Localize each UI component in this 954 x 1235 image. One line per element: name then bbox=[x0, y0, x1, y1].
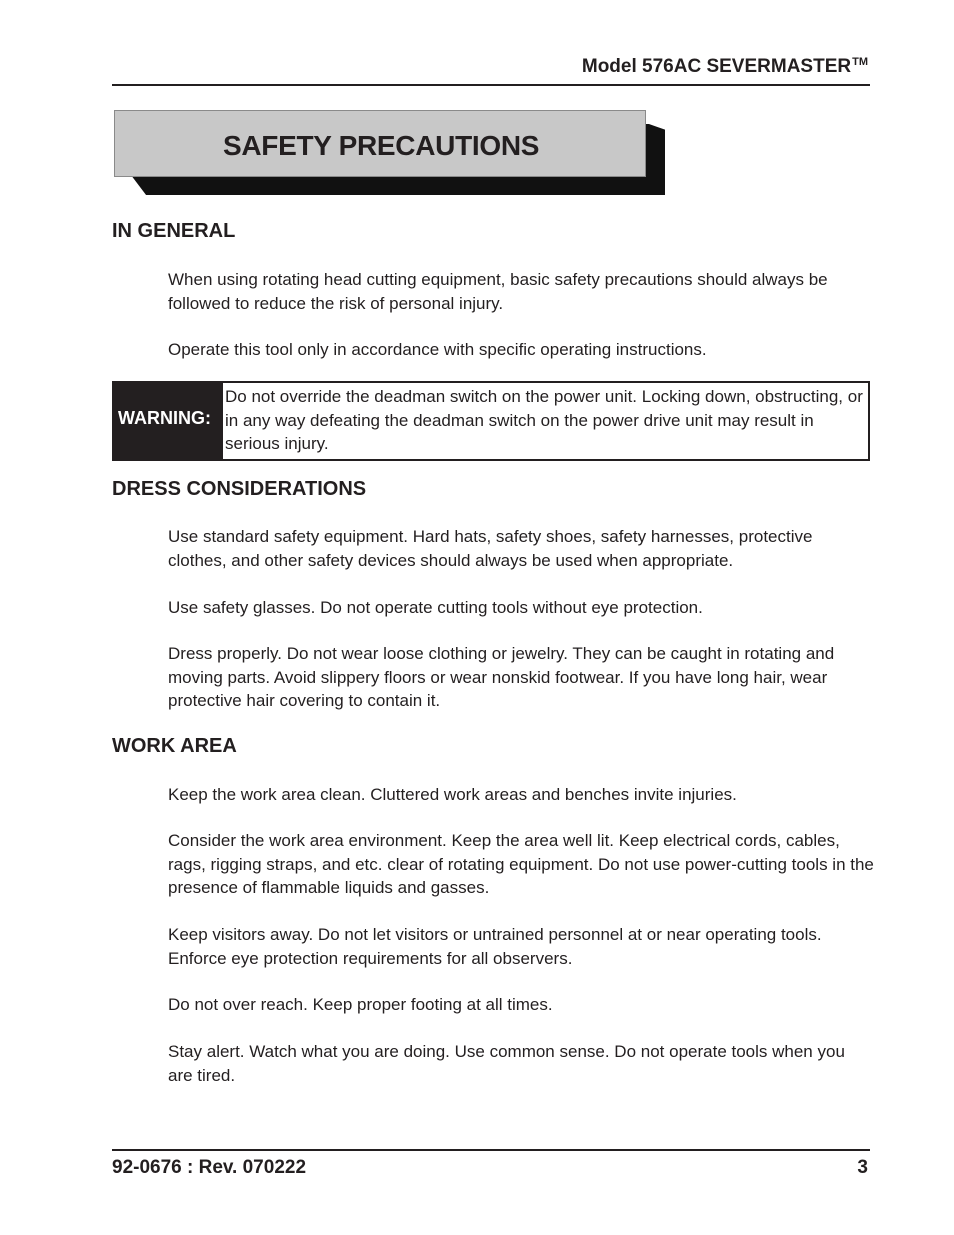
section-banner bbox=[114, 110, 646, 177]
header-rule bbox=[112, 84, 870, 86]
heading-in-general: IN GENERAL bbox=[112, 220, 236, 242]
trademark-mark: TM bbox=[852, 56, 868, 68]
heading-work-area: WORK AREA bbox=[112, 735, 237, 757]
model-name: Model 576AC SEVERMASTER bbox=[581, 56, 852, 77]
paragraph-dress-2: Use safety glasses. Do not operate cutting tools without eye protection. bbox=[168, 598, 703, 617]
footer-rule bbox=[112, 1149, 870, 1151]
paragraph-general-2: Operate this tool only in accordance with specific operating instructions. bbox=[168, 340, 707, 359]
warning-label: WARNING: bbox=[114, 383, 223, 459]
warning-box bbox=[112, 381, 870, 461]
document-number: 92-0676 : Rev. 070222 bbox=[112, 1157, 307, 1178]
paragraph-work-2: Consider the work area environment. Keep the area well lit. Keep electrical cords, cables, rags, rigging straps, and etc. clear of rotating equipment. Do not use power-cutting tools in the presence of flammable liquids and gasses. bbox=[168, 831, 874, 897]
warning-text: Do not override the deadman switch on the power unit. Locking down, obstructing, or in any way defeating the deadman switch on the power drive unit may result in serious injury. bbox=[225, 387, 863, 453]
paragraph-work-3: Keep visitors away. Do not let visitors or untrained personnel at or near operating tools. Enforce eye protection requirements for all observers. bbox=[168, 925, 822, 968]
paragraph-work-4: Do not over reach. Keep proper footing at all times. bbox=[168, 995, 553, 1014]
paragraph-work-5: Stay alert. Watch what you are doing. Use common sense. Do not operate tools when you are tired. bbox=[168, 1042, 845, 1085]
paragraph-dress-3: Dress properly. Do not wear loose clothing or jewelry. They can be caught in rotating and moving parts. Avoid slippery floors or wear nonskid footwear. If you have long hair, wear protective hair covering to contain it. bbox=[168, 644, 835, 710]
paragraph-dress-1: Use standard safety equipment. Hard hats, safety shoes, safety harnesses, protective clothes, and other safety devices should always be used when appropriate. bbox=[168, 527, 813, 570]
heading-dress-considerations: DRESS CONSIDERATIONS bbox=[112, 478, 367, 500]
paragraph-general-1: When using rotating head cutting equipment, basic safety precautions should always be followed to reduce the risk of personal injury. bbox=[168, 270, 828, 313]
model-header bbox=[582, 56, 868, 78]
page-number: 3 bbox=[857, 1157, 868, 1178]
banner-title: SAFETY PRECAUTIONS bbox=[223, 130, 540, 161]
paragraph-work-1: Keep the work area clean. Cluttered work areas and benches invite injuries. bbox=[168, 785, 737, 804]
